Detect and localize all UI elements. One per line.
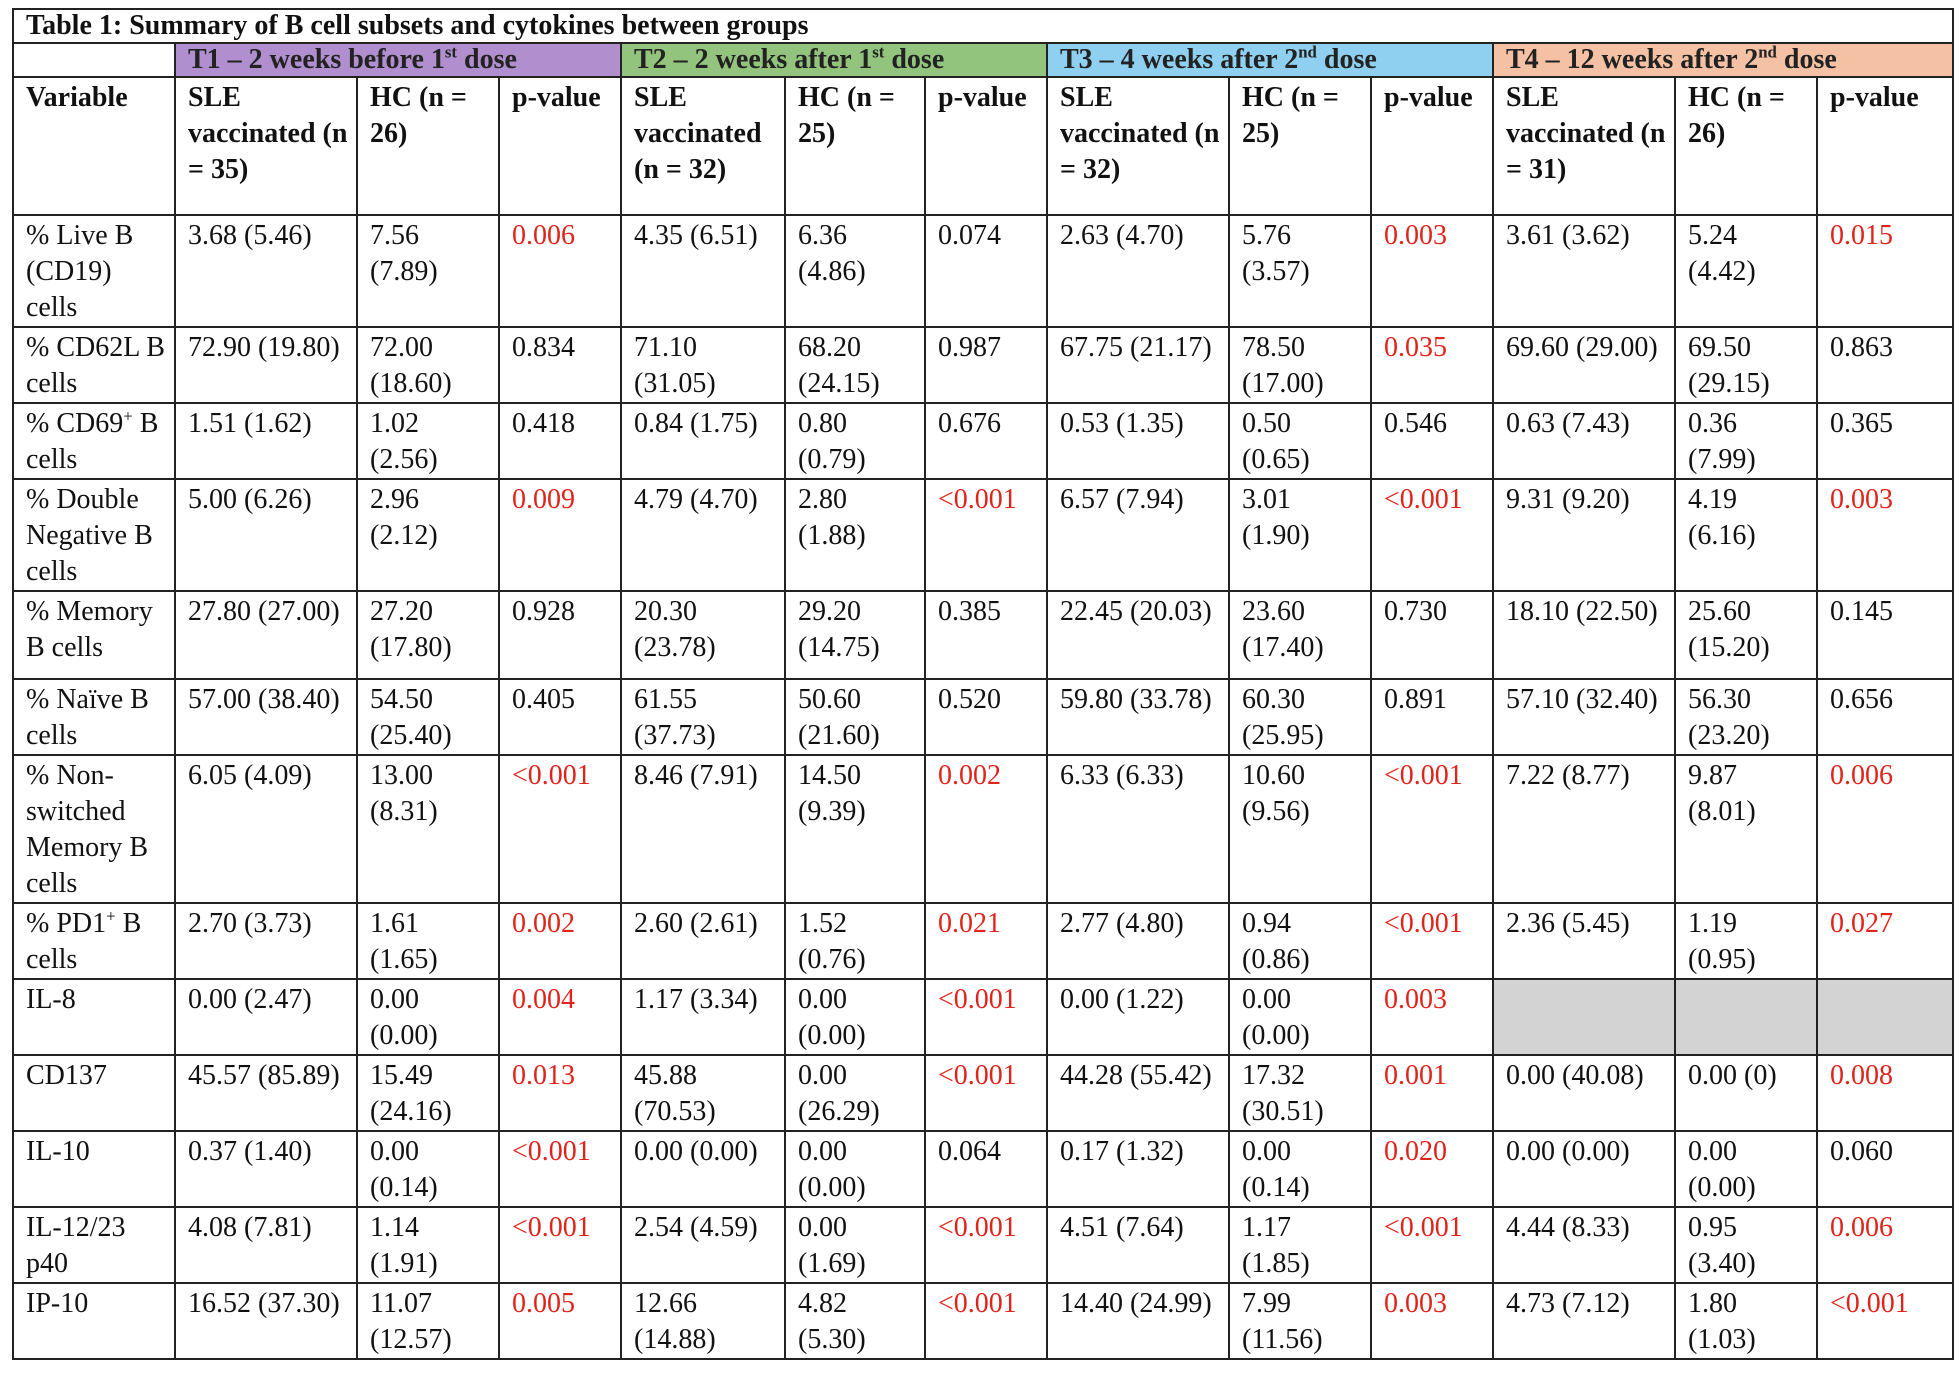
data-cell: 8.46 (7.91): [621, 755, 785, 903]
data-cell: 0.00 (0.00): [357, 979, 499, 1055]
data-cell: 56.30 (23.20): [1675, 679, 1817, 755]
table-row: [13, 679, 1953, 755]
data-cell: 4.35 (6.51): [621, 215, 785, 327]
p-value-cell: 0.834: [499, 327, 621, 403]
column-header: SLE vaccinated (n = 32): [1047, 77, 1229, 215]
data-cell: 0.50 (0.65): [1229, 403, 1371, 479]
data-cell: 0.00 (1.22): [1047, 979, 1229, 1055]
data-cell: 1.51 (1.62): [175, 403, 357, 479]
data-cell: 1.80 (1.03): [1675, 1283, 1817, 1359]
data-cell: 1.61 (1.65): [357, 903, 499, 979]
p-value-cell: 0.013: [499, 1055, 621, 1131]
table-row: [13, 1283, 1953, 1359]
data-cell: 22.45 (20.03): [1047, 591, 1229, 679]
p-value-cell: 0.730: [1371, 591, 1493, 679]
data-cell: 7.22 (8.77): [1493, 755, 1675, 903]
p-value-cell: [1817, 979, 1953, 1055]
data-cell: 0.84 (1.75): [621, 403, 785, 479]
data-cell: 13.00 (8.31): [357, 755, 499, 903]
p-value-cell: 0.008: [1817, 1055, 1953, 1131]
data-cell: 4.82 (5.30): [785, 1283, 925, 1359]
data-cell: 72.90 (19.80): [175, 327, 357, 403]
data-cell: 23.60 (17.40): [1229, 591, 1371, 679]
table-row: [13, 903, 1953, 979]
data-cell: 61.55 (37.73): [621, 679, 785, 755]
p-value-cell: 0.064: [925, 1131, 1047, 1207]
data-cell: 67.75 (21.17): [1047, 327, 1229, 403]
p-value-cell: 0.863: [1817, 327, 1953, 403]
data-cell: 4.08 (7.81): [175, 1207, 357, 1283]
table-title: Table 1: Summary of B cell subsets and cytokines between groups: [13, 9, 1953, 43]
p-value-cell: 0.003: [1371, 1283, 1493, 1359]
data-cell: 5.76 (3.57): [1229, 215, 1371, 327]
p-value-cell: <0.001: [925, 979, 1047, 1055]
column-header: SLE vaccinated (n = 31): [1493, 77, 1675, 215]
group-header-t2: T2 – 2 weeks after 1st dose: [621, 43, 1047, 77]
p-value-cell: <0.001: [1371, 903, 1493, 979]
data-cell: 27.20 (17.80): [357, 591, 499, 679]
data-cell: 4.44 (8.33): [1493, 1207, 1675, 1283]
data-cell: 45.57 (85.89): [175, 1055, 357, 1131]
p-value-cell: 0.060: [1817, 1131, 1953, 1207]
data-cell: 0.00 (0.00): [785, 979, 925, 1055]
p-value-cell: 0.003: [1371, 979, 1493, 1055]
p-value-cell: 0.676: [925, 403, 1047, 479]
p-value-cell: <0.001: [925, 1283, 1047, 1359]
p-value-cell: 0.020: [1371, 1131, 1493, 1207]
p-value-cell: 0.003: [1817, 479, 1953, 591]
data-cell: 2.77 (4.80): [1047, 903, 1229, 979]
data-cell: 0.00 (40.08): [1493, 1055, 1675, 1131]
table-row: [13, 1131, 1953, 1207]
data-cell: 5.24 (4.42): [1675, 215, 1817, 327]
data-cell: 10.60 (9.56): [1229, 755, 1371, 903]
data-cell: 0.00 (26.29): [785, 1055, 925, 1131]
table-row: [13, 591, 1953, 679]
data-cell: 45.88 (70.53): [621, 1055, 785, 1131]
p-value-cell: 0.405: [499, 679, 621, 755]
data-cell: [1493, 979, 1675, 1055]
data-cell: 69.50 (29.15): [1675, 327, 1817, 403]
data-cell: 0.95 (3.40): [1675, 1207, 1817, 1283]
p-value-cell: 0.035: [1371, 327, 1493, 403]
p-value-cell: <0.001: [1371, 755, 1493, 903]
data-cell: 59.80 (33.78): [1047, 679, 1229, 755]
data-cell: 0.00 (0.14): [357, 1131, 499, 1207]
row-variable: CD137: [13, 1055, 175, 1131]
data-cell: 18.10 (22.50): [1493, 591, 1675, 679]
p-value-cell: 0.074: [925, 215, 1047, 327]
p-value-cell: 0.928: [499, 591, 621, 679]
data-cell: 0.63 (7.43): [1493, 403, 1675, 479]
data-cell: 0.00 (0.00): [621, 1131, 785, 1207]
data-cell: 1.19 (0.95): [1675, 903, 1817, 979]
data-cell: 0.00 (0): [1675, 1055, 1817, 1131]
table-row: [13, 755, 1953, 903]
column-header: p-value: [499, 77, 621, 215]
p-value-cell: 0.003: [1371, 215, 1493, 327]
row-variable: % CD62L B cells: [13, 327, 175, 403]
data-cell: 54.50 (25.40): [357, 679, 499, 755]
column-header: p-value: [925, 77, 1047, 215]
data-cell: 1.17 (1.85): [1229, 1207, 1371, 1283]
table-row: [13, 979, 1953, 1055]
data-cell: 6.57 (7.94): [1047, 479, 1229, 591]
data-cell: 6.33 (6.33): [1047, 755, 1229, 903]
p-value-cell: <0.001: [499, 755, 621, 903]
p-value-cell: 0.385: [925, 591, 1047, 679]
p-value-cell: 0.145: [1817, 591, 1953, 679]
p-value-cell: 0.520: [925, 679, 1047, 755]
row-variable: % Memory B cells: [13, 591, 175, 679]
row-variable: IL-8: [13, 979, 175, 1055]
table-row: [13, 215, 1953, 327]
data-cell: 27.80 (27.00): [175, 591, 357, 679]
row-variable: % PD1+ B cells: [13, 903, 175, 979]
data-cell: 11.07 (12.57): [357, 1283, 499, 1359]
data-cell: 2.60 (2.61): [621, 903, 785, 979]
group-header-t3: T3 – 4 weeks after 2nd dose: [1047, 43, 1493, 77]
table-row: [13, 1055, 1953, 1131]
data-cell: 6.36 (4.86): [785, 215, 925, 327]
summary-table: [12, 8, 1954, 1360]
column-header: SLE vaccinated (n = 32): [621, 77, 785, 215]
p-value-cell: 0.006: [1817, 1207, 1953, 1283]
data-cell: 16.52 (37.30): [175, 1283, 357, 1359]
p-value-cell: 0.002: [499, 903, 621, 979]
data-cell: 68.20 (24.15): [785, 327, 925, 403]
p-value-cell: <0.001: [925, 1207, 1047, 1283]
data-cell: 50.60 (21.60): [785, 679, 925, 755]
data-cell: 0.80 (0.79): [785, 403, 925, 479]
column-header: HC (n = 26): [1675, 77, 1817, 215]
p-value-cell: 0.891: [1371, 679, 1493, 755]
row-variable: % Naïve B cells: [13, 679, 175, 755]
p-value-cell: 0.002: [925, 755, 1047, 903]
data-cell: 4.73 (7.12): [1493, 1283, 1675, 1359]
data-cell: 0.36 (7.99): [1675, 403, 1817, 479]
p-value-cell: 0.987: [925, 327, 1047, 403]
data-cell: 6.05 (4.09): [175, 755, 357, 903]
row-variable: IL-12/23 p40: [13, 1207, 175, 1283]
data-cell: 1.17 (3.34): [621, 979, 785, 1055]
data-cell: 14.50 (9.39): [785, 755, 925, 903]
data-cell: 1.14 (1.91): [357, 1207, 499, 1283]
p-value-cell: <0.001: [499, 1207, 621, 1283]
table-row: [13, 403, 1953, 479]
p-value-cell: 0.418: [499, 403, 621, 479]
data-cell: 9.31 (9.20): [1493, 479, 1675, 591]
p-value-cell: 0.021: [925, 903, 1047, 979]
data-cell: 78.50 (17.00): [1229, 327, 1371, 403]
data-cell: 44.28 (55.42): [1047, 1055, 1229, 1131]
data-cell: 0.37 (1.40): [175, 1131, 357, 1207]
p-value-cell: <0.001: [1371, 1207, 1493, 1283]
header-variable: Variable: [13, 77, 175, 215]
data-cell: 4.79 (4.70): [621, 479, 785, 591]
group-spacer: [13, 43, 175, 77]
p-value-cell: 0.001: [1371, 1055, 1493, 1131]
data-cell: 0.00 (2.47): [175, 979, 357, 1055]
p-value-cell: 0.006: [1817, 755, 1953, 903]
data-cell: 0.00 (0.14): [1229, 1131, 1371, 1207]
data-cell: 2.80 (1.88): [785, 479, 925, 591]
table-row: [13, 1207, 1953, 1283]
data-cell: 9.87 (8.01): [1675, 755, 1817, 903]
data-cell: 3.01 (1.90): [1229, 479, 1371, 591]
data-cell: 57.00 (38.40): [175, 679, 357, 755]
data-cell: 3.68 (5.46): [175, 215, 357, 327]
group-header-t1: T1 – 2 weeks before 1st dose: [175, 43, 621, 77]
data-cell: 2.54 (4.59): [621, 1207, 785, 1283]
data-cell: 1.02 (2.56): [357, 403, 499, 479]
p-value-cell: 0.027: [1817, 903, 1953, 979]
data-cell: 5.00 (6.26): [175, 479, 357, 591]
group-header-t4: T4 – 12 weeks after 2nd dose: [1493, 43, 1953, 77]
data-cell: 72.00 (18.60): [357, 327, 499, 403]
p-value-cell: 0.365: [1817, 403, 1953, 479]
p-value-cell: <0.001: [499, 1131, 621, 1207]
data-cell: 25.60 (15.20): [1675, 591, 1817, 679]
data-cell: 0.00 (0.00): [785, 1131, 925, 1207]
p-value-cell: 0.009: [499, 479, 621, 591]
p-value-cell: 0.006: [499, 215, 621, 327]
p-value-cell: 0.015: [1817, 215, 1953, 327]
table-row: [13, 327, 1953, 403]
data-cell: 57.10 (32.40): [1493, 679, 1675, 755]
data-cell: 0.17 (1.32): [1047, 1131, 1229, 1207]
data-cell: 0.00 (0.00): [1493, 1131, 1675, 1207]
data-cell: 0.94 (0.86): [1229, 903, 1371, 979]
row-variable: % Non-switched Memory B cells: [13, 755, 175, 903]
column-header: HC (n = 26): [357, 77, 499, 215]
data-cell: 1.52 (0.76): [785, 903, 925, 979]
data-cell: 3.61 (3.62): [1493, 215, 1675, 327]
p-value-cell: 0.005: [499, 1283, 621, 1359]
data-cell: 0.00 (1.69): [785, 1207, 925, 1283]
data-cell: 69.60 (29.00): [1493, 327, 1675, 403]
data-cell: 7.99 (11.56): [1229, 1283, 1371, 1359]
row-variable: % CD69+ B cells: [13, 403, 175, 479]
column-header: HC (n = 25): [785, 77, 925, 215]
data-cell: 14.40 (24.99): [1047, 1283, 1229, 1359]
column-header: SLE vaccinated (n = 35): [175, 77, 357, 215]
column-header: HC (n = 25): [1229, 77, 1371, 215]
data-cell: 29.20 (14.75): [785, 591, 925, 679]
data-cell: 0.00 (0.00): [1675, 1131, 1817, 1207]
data-cell: 60.30 (25.95): [1229, 679, 1371, 755]
row-variable: % Double Negative B cells: [13, 479, 175, 591]
data-cell: 2.36 (5.45): [1493, 903, 1675, 979]
data-cell: 2.70 (3.73): [175, 903, 357, 979]
data-cell: 71.10 (31.05): [621, 327, 785, 403]
row-variable: IL-10: [13, 1131, 175, 1207]
data-cell: 7.56 (7.89): [357, 215, 499, 327]
data-cell: 17.32 (30.51): [1229, 1055, 1371, 1131]
data-cell: 2.96 (2.12): [357, 479, 499, 591]
p-value-cell: 0.004: [499, 979, 621, 1055]
column-header: p-value: [1371, 77, 1493, 215]
data-cell: 12.66 (14.88): [621, 1283, 785, 1359]
p-value-cell: <0.001: [925, 479, 1047, 591]
table-row: [13, 479, 1953, 591]
data-cell: 4.51 (7.64): [1047, 1207, 1229, 1283]
data-cell: 4.19 (6.16): [1675, 479, 1817, 591]
data-cell: 2.63 (4.70): [1047, 215, 1229, 327]
data-cell: 0.53 (1.35): [1047, 403, 1229, 479]
data-cell: 15.49 (24.16): [357, 1055, 499, 1131]
p-value-cell: <0.001: [1817, 1283, 1953, 1359]
data-cell: 20.30 (23.78): [621, 591, 785, 679]
p-value-cell: <0.001: [1371, 479, 1493, 591]
row-variable: % Live B (CD19) cells: [13, 215, 175, 327]
data-cell: [1675, 979, 1817, 1055]
data-cell: 0.00 (0.00): [1229, 979, 1371, 1055]
column-header: p-value: [1817, 77, 1953, 215]
p-value-cell: 0.656: [1817, 679, 1953, 755]
p-value-cell: <0.001: [925, 1055, 1047, 1131]
p-value-cell: 0.546: [1371, 403, 1493, 479]
row-variable: IP-10: [13, 1283, 175, 1359]
